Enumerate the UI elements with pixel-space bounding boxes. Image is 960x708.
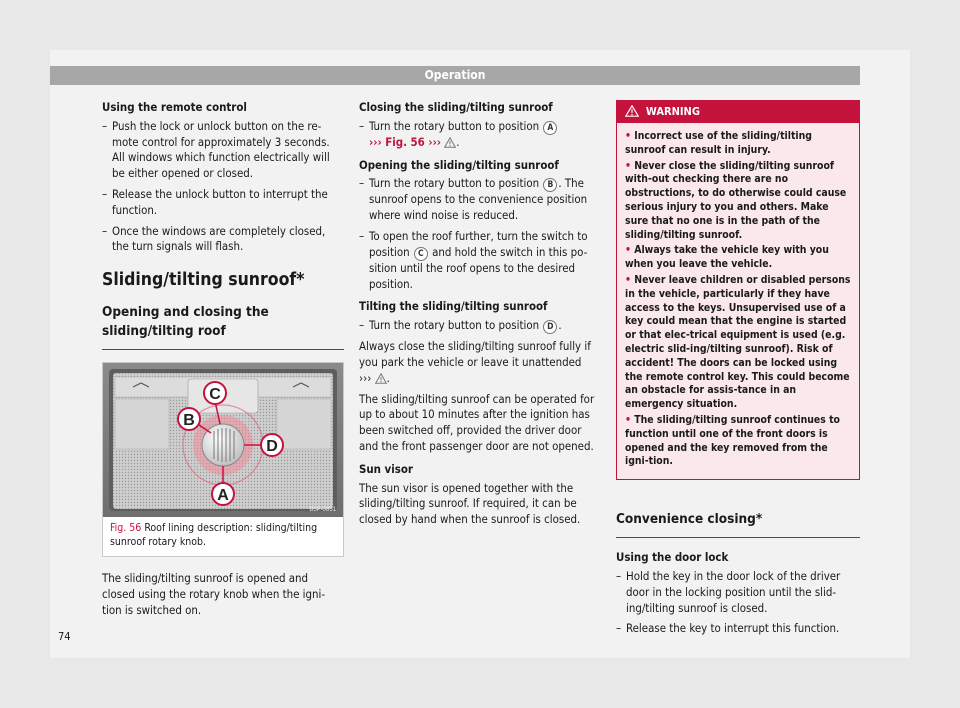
list-item: – Release the unlock button to interrupt the function. (102, 187, 344, 219)
bullet-icon: • (625, 130, 631, 142)
warning-title: WARNING (645, 105, 700, 118)
section-subtitle: Opening and closing the sliding/tilting roof (102, 303, 344, 350)
opening1-text: Turn the rotary button to position (369, 176, 540, 191)
callout-a-label: A (217, 487, 229, 505)
list-item: – Turn the rotary button to position A ››› Fig. 56 ››› . (359, 119, 601, 151)
position-d-badge: D (543, 320, 557, 334)
list-item: – Once the windows are completely closed, the turn signals will flash. (102, 224, 344, 256)
operation-time-text: The sliding/tilting sunroof can be operated for up to about 10 minutes after the ignition has been switched off, provided the driver door and the front passenger door are not opened. (359, 391, 595, 453)
figure-ref-link[interactable]: ››› Fig. 56 ››› (369, 134, 442, 149)
page-number: 74 (58, 630, 71, 643)
list-item (359, 176, 601, 224)
warning-item: • The sliding/tilting sunroof continues to function until one of the front doors is opened and the key removed from the igni-tion. (625, 413, 840, 468)
figure-code: B5P-0851 (309, 507, 336, 514)
warning-ref-link[interactable]: ››› (359, 370, 372, 385)
tilting-heading: Tilting the sliding/tilting sunroof (359, 299, 548, 314)
figure-56 (102, 362, 344, 557)
position-a-badge: A (543, 121, 557, 135)
column-right (616, 100, 860, 642)
callout-d-label: D (266, 438, 278, 456)
bullet-icon: • (625, 273, 631, 286)
position-c-badge: C (414, 247, 428, 261)
closing-text: Turn the rotary button to position (369, 118, 540, 133)
sun-visor-text: The sun visor is opened together with the sliding/tilting sunroof. If required, it can be closed by hand when the sunroof is closed. (359, 480, 581, 527)
list-item: – Release the key to interrupt this function. (616, 621, 860, 637)
opening1-text-after: . The sunroof opens to the convenience position where wind noise is reduced. (369, 176, 588, 223)
column-middle (359, 100, 601, 533)
section-header: Operation (50, 66, 860, 85)
column-left (102, 100, 344, 624)
figure-caption-text: Roof lining description: sliding/tilting sunroof rotary knob. (110, 522, 318, 548)
roof-lining-illustration (103, 363, 343, 517)
list-item: – Turn the rotary button to position D . (359, 318, 601, 334)
warning-header (617, 101, 859, 123)
intro-text: The sliding/tilting sunroof is opened and closed using the rotary knob when the igni-tion is switched on. (102, 571, 326, 617)
position-b-badge: B (543, 178, 557, 192)
callout-b-label: B (183, 412, 195, 430)
warning-body (617, 123, 859, 479)
bullet-icon: • (625, 244, 631, 257)
sun-visor-heading: Sun visor (359, 461, 413, 476)
figure-label: Fig. 56 (110, 522, 142, 535)
closing-heading: Closing the sliding/tilting sunroof (359, 100, 553, 114)
opening2-text-after: and hold the switch in this po-sition until the roof opens to the desired position. (369, 244, 588, 291)
opening2-text: To open the roof further, turn the switch to position (369, 228, 588, 259)
warning-triangle-icon (375, 373, 387, 384)
list-item: – Hold the key in the door lock of the driver door in the locking position until the slid-ing/tilting sunroof is closed. (616, 569, 860, 616)
warning-item: • Incorrect use of the sliding/tilting sunroof can result in injury. (625, 130, 812, 156)
section-title: Sliding/tilting sunroof* (102, 270, 305, 291)
warning-item: • Never leave children or disabled persons in the vehicle, particularly if they have access to the keys. Unsupervised use of a key could mean that the engine is started or that elec-trical equipment is used (e.g. electric slid-ing/tilting sunroof). Risk of accident! The doors can be locked using the remote control key. This could become an obstacle for assis-tance in an emergency situation. (625, 273, 851, 411)
list-item (359, 229, 601, 292)
warning-item: • Never close the sliding/tilting sunroof with-out checking there are no obstructions, to do otherwise could cause serious injury to you and others. Make sure that no one is in the path of the sliding/tilting sunroof. (625, 159, 847, 241)
always-close-body: Always close the sliding/tilting sunroof fully if you park the vehicle or leave it unattended (359, 339, 591, 369)
warning-triangle-icon (625, 105, 639, 117)
warning-item: • Always take the vehicle key with you when you leave the vehicle. (625, 244, 829, 271)
convenience-closing-title: Convenience closing* (616, 510, 860, 538)
figure-caption (103, 517, 343, 556)
warning-box (616, 100, 860, 480)
door-lock-heading: Using the door lock (616, 550, 729, 565)
bullet-icon: • (625, 413, 631, 426)
opening-heading: Opening the sliding/tilting sunroof (359, 157, 559, 172)
list-item: – Push the lock or unlock button on the re-mote control for approximately 3 seconds. All windows which function electrically will be either opened or closed. (102, 119, 344, 182)
warning-triangle-icon (444, 137, 456, 148)
tilting-text: Turn the rotary button to position (369, 318, 540, 333)
callout-c-label: C (209, 386, 221, 404)
remote-heading: Using the remote control (102, 100, 247, 114)
always-close-text: Always close the sliding/tilting sunroof fully if you park the vehicle or leave it unattended ››› . (359, 339, 591, 385)
bullet-icon: • (625, 159, 631, 172)
